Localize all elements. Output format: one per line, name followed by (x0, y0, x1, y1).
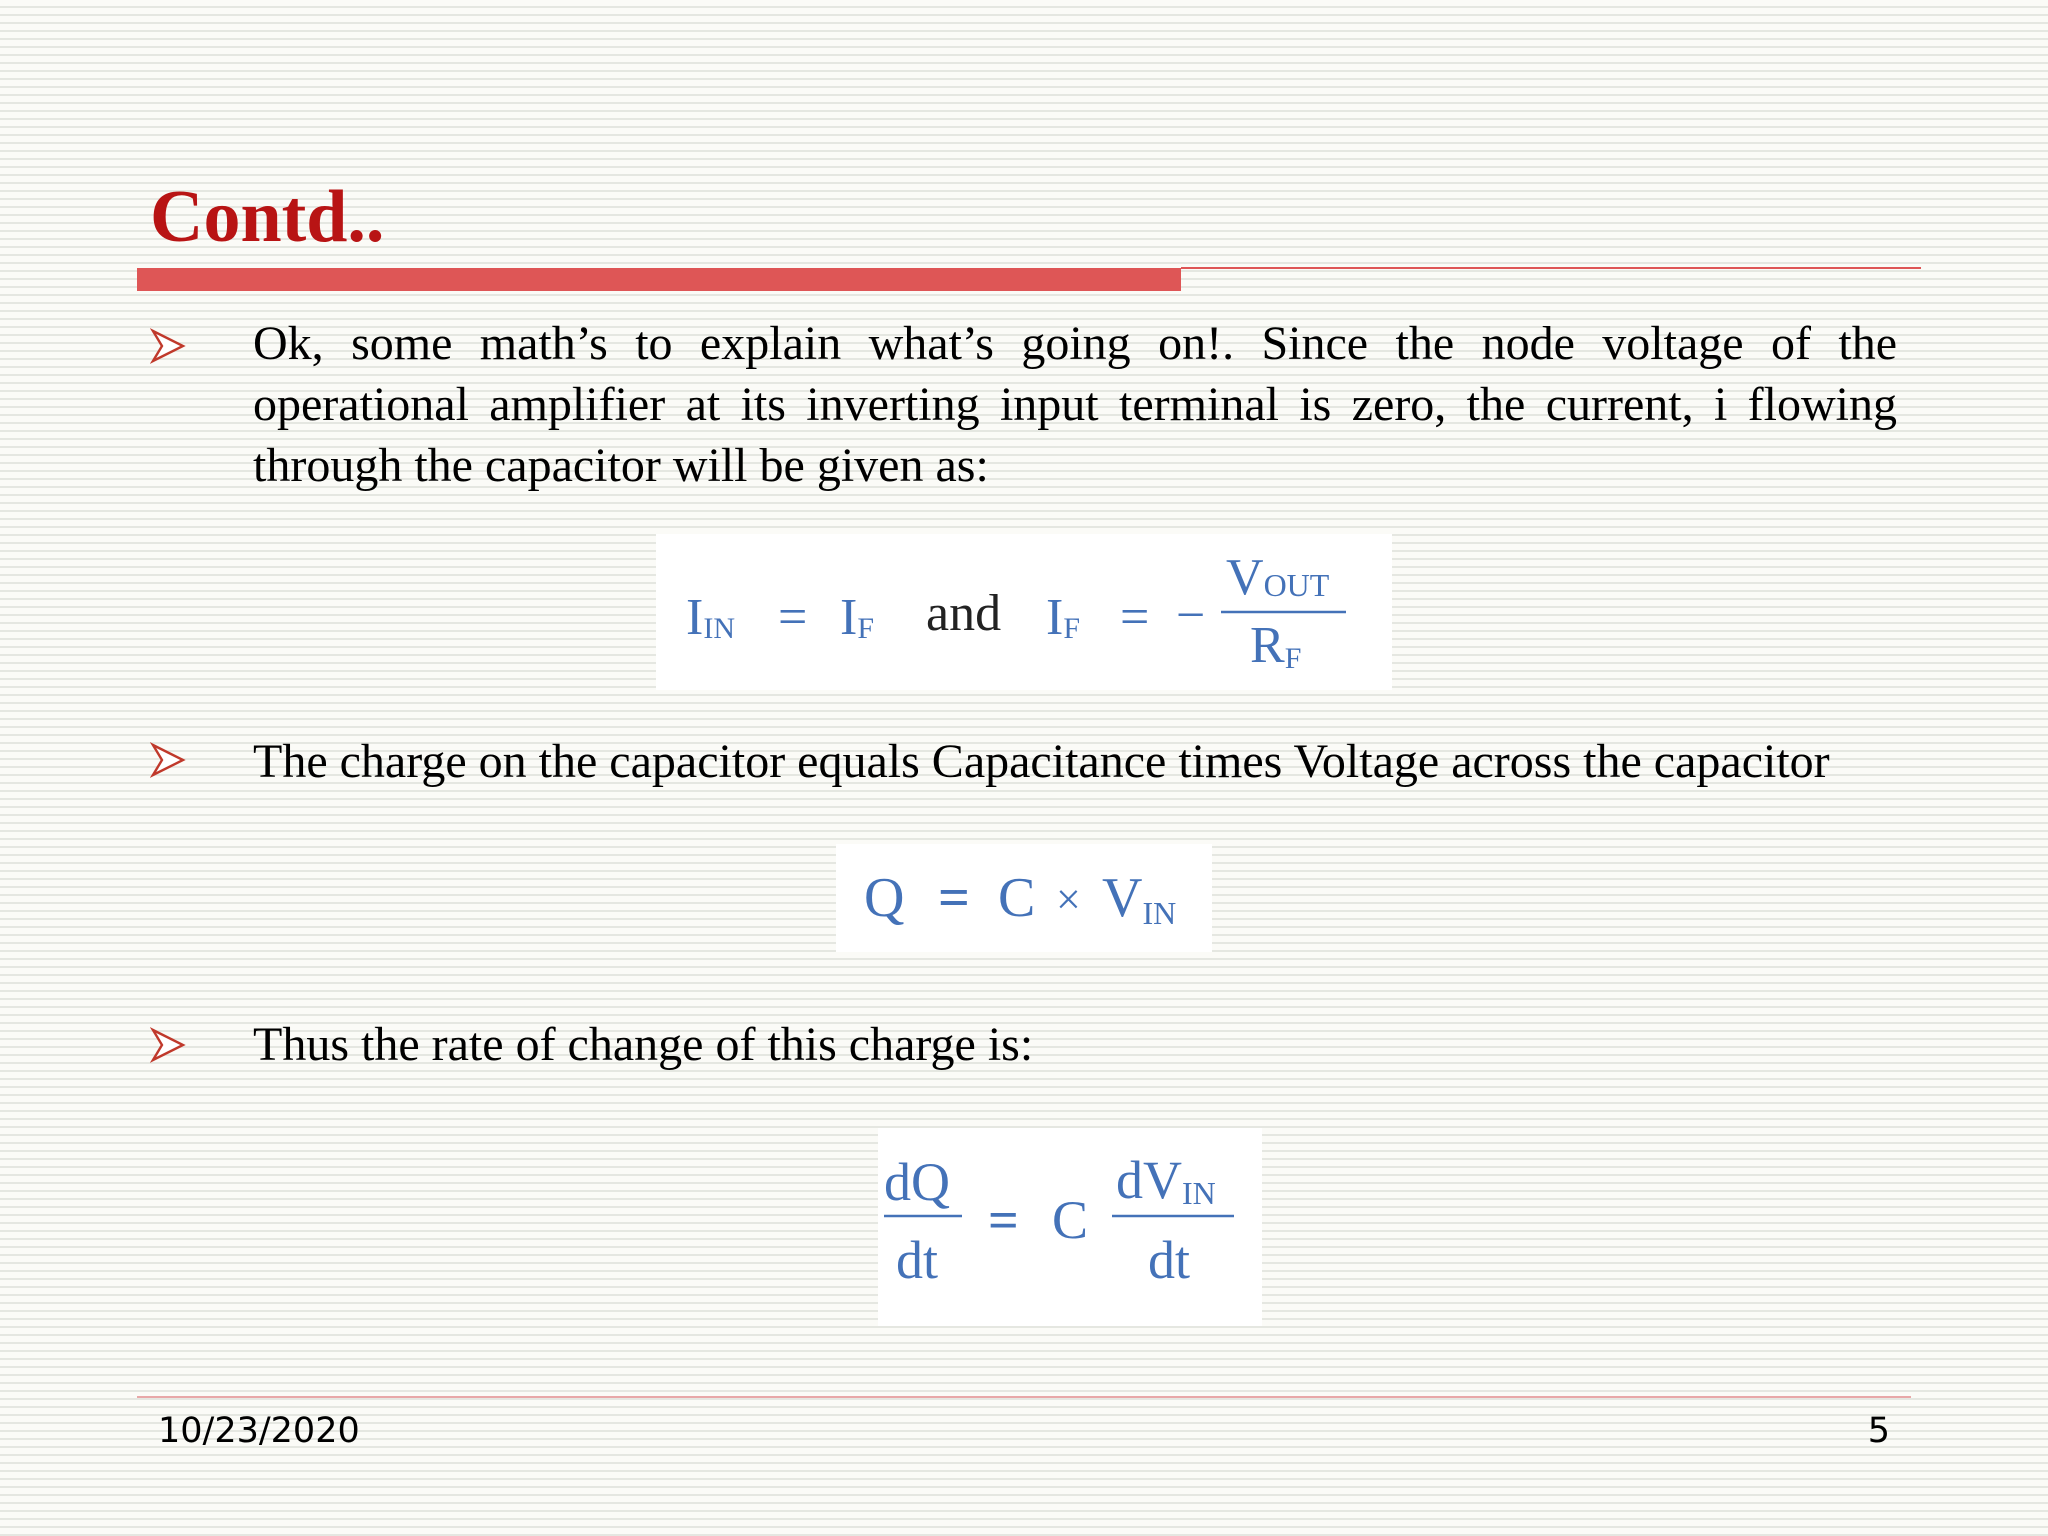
eq3-dq: dQ (884, 1152, 950, 1212)
eq2-v-in: VIN (1102, 867, 1177, 931)
eq3-dv-in: dVIN (1116, 1150, 1216, 1211)
arrowhead-bullet-icon (150, 1027, 186, 1063)
bullet-text-1: Ok, some math’s to explain what’s going on!. Since the node voltage of the operational amplifier at its inverting input terminal is zero, the current, i flowing through the capacitor will be given as: (253, 317, 1897, 492)
eq1-r-f: RF (1250, 617, 1302, 675)
footer-date: 10/23/2020 (158, 1411, 360, 1451)
bullet-text-2: The charge on the capacitor equals Capacitance times Voltage across the capacitor (253, 735, 1830, 788)
eq1-i-f: IF (840, 589, 875, 646)
title-underline-bar (137, 268, 1181, 291)
eq1-equals-2: = (1120, 589, 1150, 646)
eq3-dt-left: dt (896, 1230, 939, 1290)
eq3-c: C (1052, 1190, 1089, 1250)
page-number: 5 (1867, 1411, 1890, 1451)
eq1-minus: − (1176, 587, 1206, 644)
eq2-c: C (998, 867, 1036, 929)
eq1-v-out: VOUT (1226, 549, 1330, 606)
eq3-dt-right: dt (1148, 1230, 1191, 1290)
title-underline-rule (1181, 267, 1921, 269)
footer-rule (137, 1396, 1911, 1398)
arrowhead-bullet-icon (150, 328, 186, 364)
slide-title: Contd.. (150, 176, 385, 258)
eq1-i-in: IIN (686, 589, 735, 646)
eq2-times: × (1056, 875, 1081, 924)
eq2-equals: = (938, 867, 970, 929)
eq1-and: and (926, 585, 1002, 642)
equation-charge-rate (878, 1128, 1262, 1326)
eq1-i-f-2: IF (1046, 589, 1081, 646)
eq2-q: Q (864, 867, 905, 929)
eq1-equals-1: = (778, 589, 808, 646)
eq3-equals: = (988, 1190, 1019, 1250)
equation-capacitor-charge (836, 844, 1212, 952)
equation-input-feedback-current (656, 534, 1392, 690)
arrowhead-bullet-icon (150, 742, 186, 778)
bullet-text-3: Thus the rate of change of this charge is: (253, 1018, 1034, 1071)
